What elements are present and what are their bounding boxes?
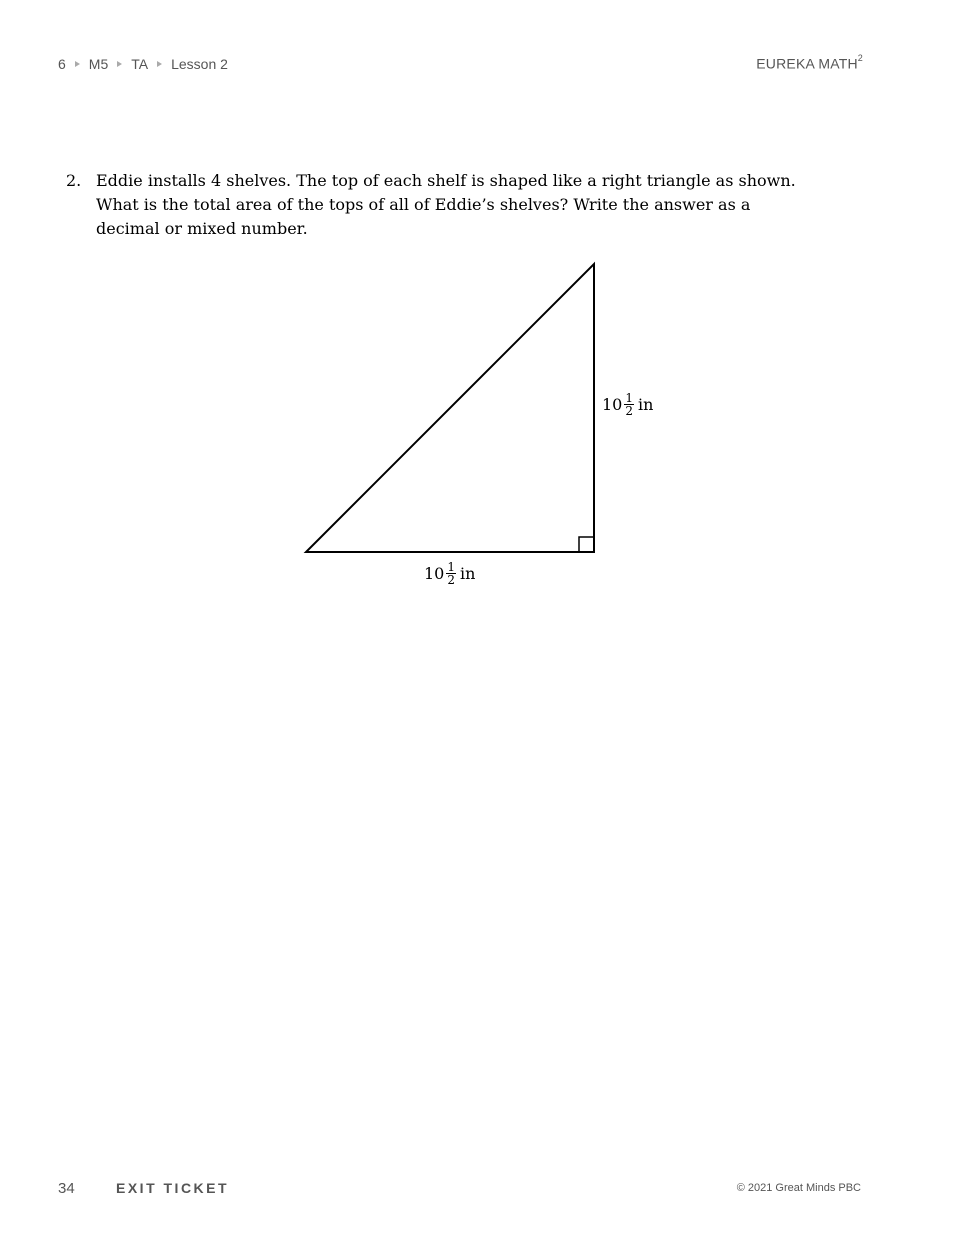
breadcrumb-lesson: Lesson 2 <box>171 56 228 72</box>
base-unit: in <box>460 564 476 583</box>
base-fraction <box>446 561 456 586</box>
height-numerator: 1 <box>625 391 633 405</box>
base-denominator: 2 <box>447 573 455 587</box>
breadcrumb-topic: TA <box>131 56 149 72</box>
breadcrumb-grade: 6 <box>58 56 66 72</box>
brand-name: EUREKA MATH <box>756 55 858 72</box>
height-fraction <box>624 392 634 417</box>
base-whole: 10 <box>424 564 445 583</box>
height-label <box>602 392 653 417</box>
height-unit: in <box>638 395 654 414</box>
question-text: Eddie installs 4 shelves. The top of each shelf is shaped like a right triangle as shown. What is the total area of the tops of all of Eddie’s shelves? Write the answer as a decimal or mixed number. <box>96 171 796 238</box>
right-angle-marker <box>579 537 594 552</box>
base-numerator: 1 <box>447 560 455 574</box>
page-number: 34 <box>58 1180 75 1197</box>
question-number: 2. <box>66 171 82 190</box>
section-label: EXIT TICKET <box>116 1180 230 1196</box>
height-denominator: 2 <box>625 404 633 418</box>
height-whole: 10 <box>602 395 623 414</box>
breadcrumb-module: M5 <box>88 56 109 72</box>
triangle-shape <box>306 264 594 552</box>
copyright-notice: © 2021 Great Minds PBC <box>736 1182 861 1194</box>
base-label <box>424 561 475 586</box>
brand-superscript: 2 <box>857 53 863 63</box>
